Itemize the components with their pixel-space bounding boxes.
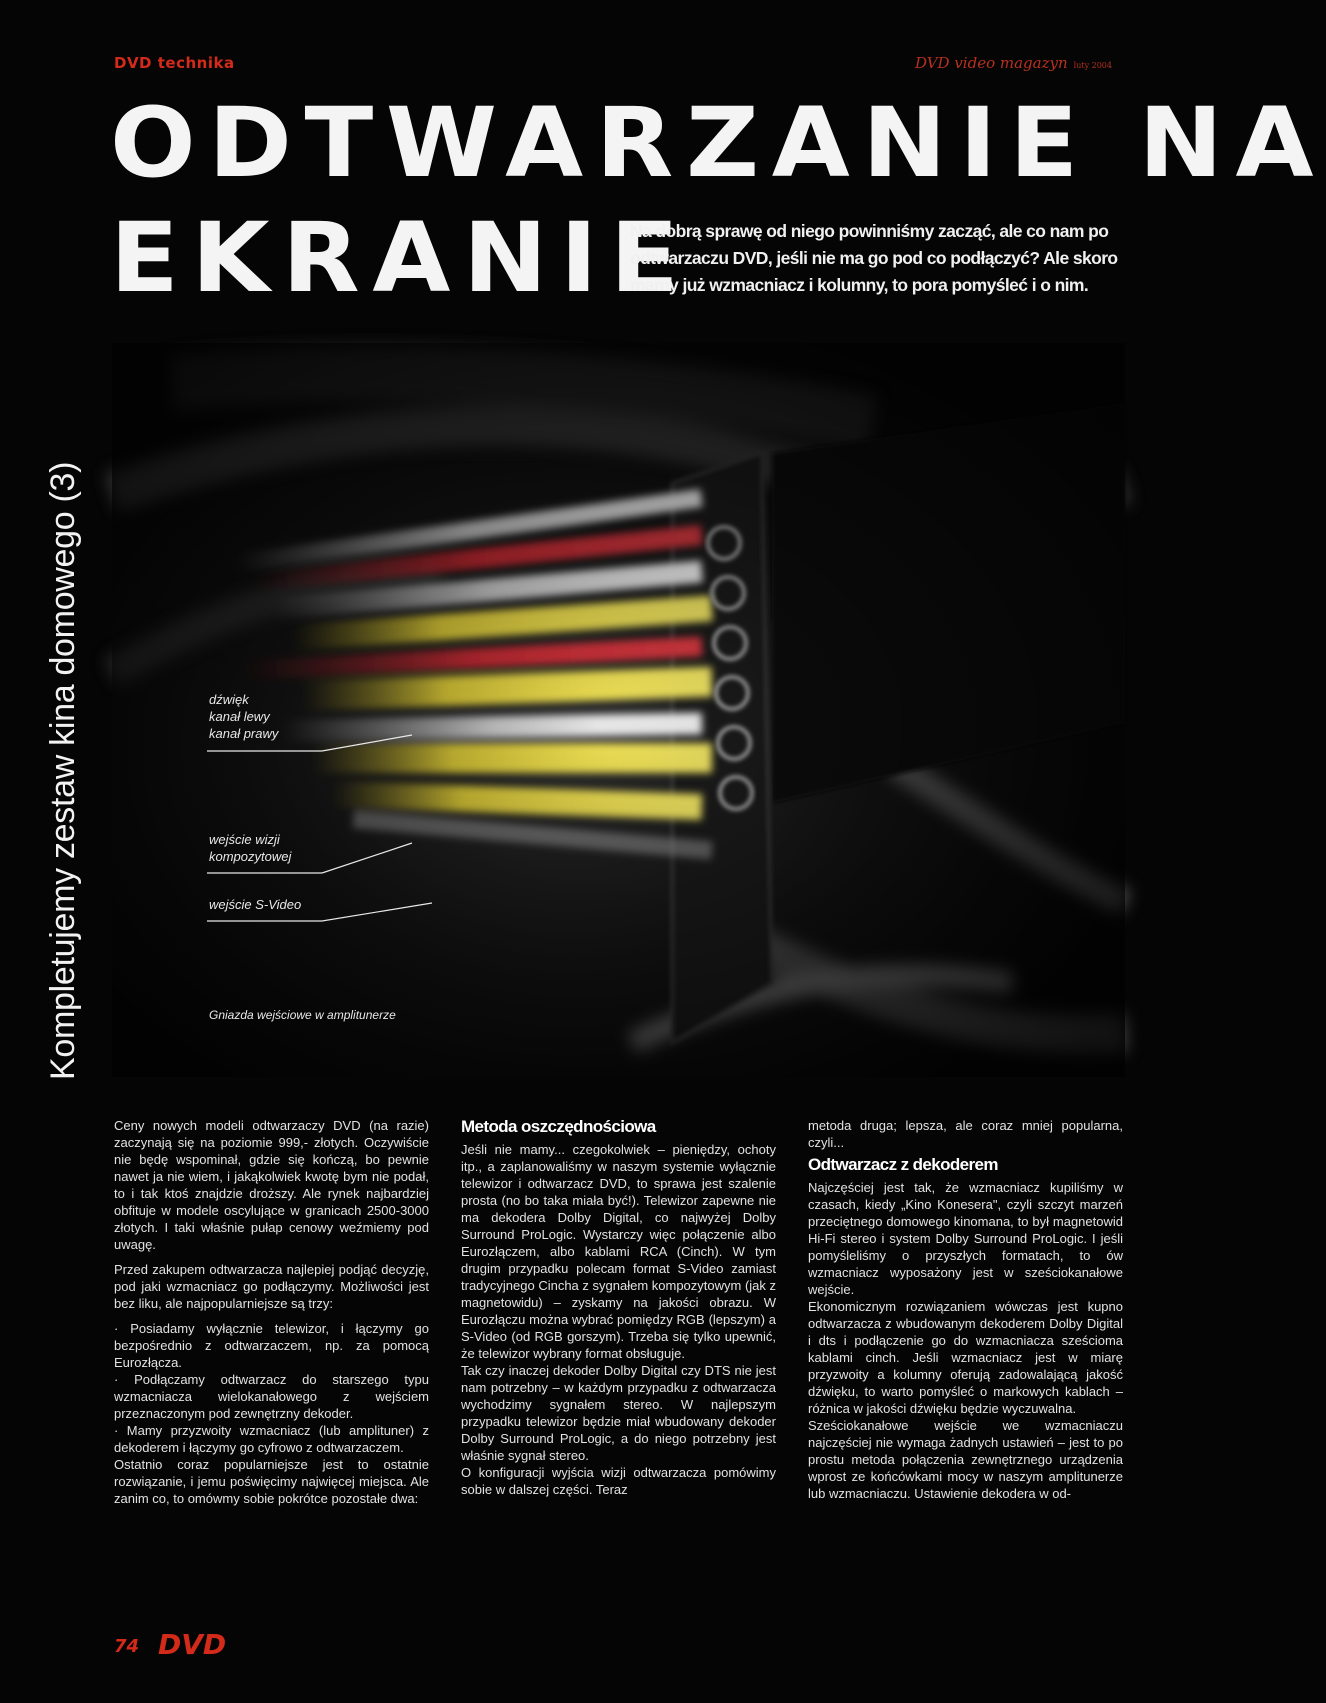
magazine-label: [915, 54, 1112, 72]
photo-label-composite: [209, 831, 291, 865]
photo-label-audio: [209, 691, 278, 742]
article-paragraph: Ekonomicznym rozwiązaniem wówczas jest kupno odtwarzacza z wbudowanym dekoderem Dolby Digital i dts i podłączenie go do wzmacniacza sześcioma kablami cinch. Jeśli wzmacniacz jest w miarę przyzwoity a kolumny oferują zadowalającą jakość dźwięku, to warto pomyśleć o markowych kablach – różnica w jakości dźwięku będzie wyczuwalna.: [808, 1299, 1123, 1416]
photo-label-audio-line: kanał lewy: [209, 709, 270, 724]
series-title: Kompletujemy zestaw kina domowego (3): [44, 461, 82, 1080]
page-number: 74: [114, 1636, 140, 1657]
amplifier-inputs-photo: [112, 343, 1125, 1077]
article-column-2: [461, 1117, 776, 1498]
article-column-1: [114, 1117, 429, 1515]
photo-label-svideo: wejście S-Video: [209, 897, 302, 912]
dvd-logo-text: DVD: [158, 1628, 227, 1661]
article-paragraph: metoda druga; lepsza, ale coraz mniej popularna, czyli...: [808, 1118, 1123, 1150]
article-paragraph: Ostatnio coraz popularniejsze jest to ostatnie rozwiązanie, i jemu poświęcimy najwięcej miejsca. Ale zanim co, to omówmy sobie pokrótce pozostałe dwa:: [114, 1457, 429, 1506]
headline-line-1: ODTWARZANIE NA: [110, 87, 1326, 199]
section-heading: Metoda oszczędnościowa: [461, 1117, 656, 1136]
dvd-logo: [156, 1628, 246, 1666]
photo-label-audio-line: dźwięk: [209, 692, 249, 707]
article-column-3: [808, 1117, 1123, 1502]
bullet-item: · Mamy przyzwoity wzmacniacz (lub amplituner) z dekoderem i łączymy go cyfrowo z odtwarzaczem.: [114, 1423, 429, 1455]
article-paragraph: O konfiguracji wyjścia wizji odtwarzacza pomówimy sobie w dalszej części. Teraz: [461, 1465, 776, 1497]
article-paragraph: Sześciokanałowe wejście we wzmacniaczu najczęściej nie wymaga żadnych ustawień – jest to po prostu metoda połączenia zewnętrznego urządzenia wprost ze końcówkami mocy w naszym amplitunerze lub wzmacniaczu. Ustawienie dekodera w od-: [808, 1418, 1123, 1501]
lead-paragraph: Na dobrą sprawę od niego powinniśmy zacząć, ale co nam po odtwarzaczu DVD, jeśli nie ma go pod co podłączyć? Ale skoro mamy już wzmacniacz i kolumny, to pora pomyśleć i o nim.: [630, 221, 1118, 295]
bullet-item: · Podłączamy odtwarzacz do starszego typu wzmacniacza wielokanałowego z wejściem przeznaczonym pod zewnętrzny dekoder.: [114, 1372, 429, 1421]
article-paragraph: Przed zakupem odtwarzacza najlepiej podjąć decyzję, pod jaki wzmacniacz go podłączymy. Możliwości jest bez liku, ale najpopularniejsze są trzy:: [114, 1262, 429, 1311]
article-paragraph: Jeśli nie mamy... czegokolwiek – pieniędzy, ochoty itp., a zaplanowaliśmy w naszym systemie wyłącznie telewizor i odtwarzacz DVD, to sprawa jest szalenie prosta (no bo taka miała być!). Telewizor zapewne nie ma dekodera Dolby Digital, co najwyżej Dolby Surround ProLogic. Wystarczy więc połączenie albo Eurozłączem, albo kablami RCA (Cinch). W tym drugim przypadku polecam format S-Video zamiast tradycyjnego Cincha z sygnałem kompozytowym (jak z magnetowidu) – zyskamy na jakości obrazu. W Eurozłączu można wybrać pomiędzy RGB (lepszym) a S-Video (od RGB gorszym). Trzeba się tylko upewnić, że telewizor wybrany format obsługuje.: [461, 1142, 777, 1361]
magazine-title: DVD video magazyn: [914, 54, 1068, 72]
headline-line-2: EKRANIE: [110, 202, 692, 314]
photo-label-audio-line: kanał prawy: [209, 726, 279, 741]
article-paragraph: Tak czy inaczej dekoder Dolby Digital czy DTS nie jest nam potrzebny – w każdym przypadku z odtwarzacza wychodzimy sygnałem stereo. W najlepszym przypadku telewizor będzie miał wbudowany dekoder Dolby Surround ProLogic, a do niego potrzebny jest właśnie sygnał stereo.: [461, 1363, 776, 1463]
dvd-logo-graphic: [156, 1628, 246, 1662]
section-heading: Odtwarzacz z dekoderem: [808, 1155, 998, 1174]
photo-caption: Gniazda wejściowe w amplitunerze: [209, 1008, 396, 1022]
photo-label-composite-line: wejście wizji: [209, 832, 280, 847]
bullet-item: · Posiadamy wyłącznie telewizor, i łączymy go bezpośrednio z odtwarzaczem, np. za pomocą Eurozłącza.: [114, 1321, 429, 1370]
article-paragraph: Ceny nowych modeli odtwarzaczy DVD (na razie) zaczynają się na poziomie 999,- złotych. Oczywiście nie będę wspominał, gdzie się kończą, bo pewnie nawet ja nie wiem, i jakąkolwiek kwotę bym nie podał, to i tak ktoś znajdzie droższy. Ale rynek najbardziej obfituje w modele oscylujące w granicach 2500-3000 złotych. I taki właśnie pułap cenowy weźmiemy pod uwagę.: [114, 1118, 429, 1252]
issue-date: luty 2004: [1073, 61, 1112, 70]
photo-label-composite-line: kompozytowej: [209, 849, 292, 864]
section-label: DVD technika: [114, 54, 235, 72]
article-paragraph: Najczęściej jest tak, że wzmacniacz kupiliśmy w czasach, kiedy „Kino Konesera", czyli szczyt marzeń przeciętnego domowego kinomana, to był magnetowid Hi-Fi stereo i system Dolby Surround ProLogic. I jeśli pomyśleliśmy o przyszłych formatach, to ów wzmacniacz wyposażony jest w sześciokanałowe wejście.: [808, 1180, 1123, 1297]
